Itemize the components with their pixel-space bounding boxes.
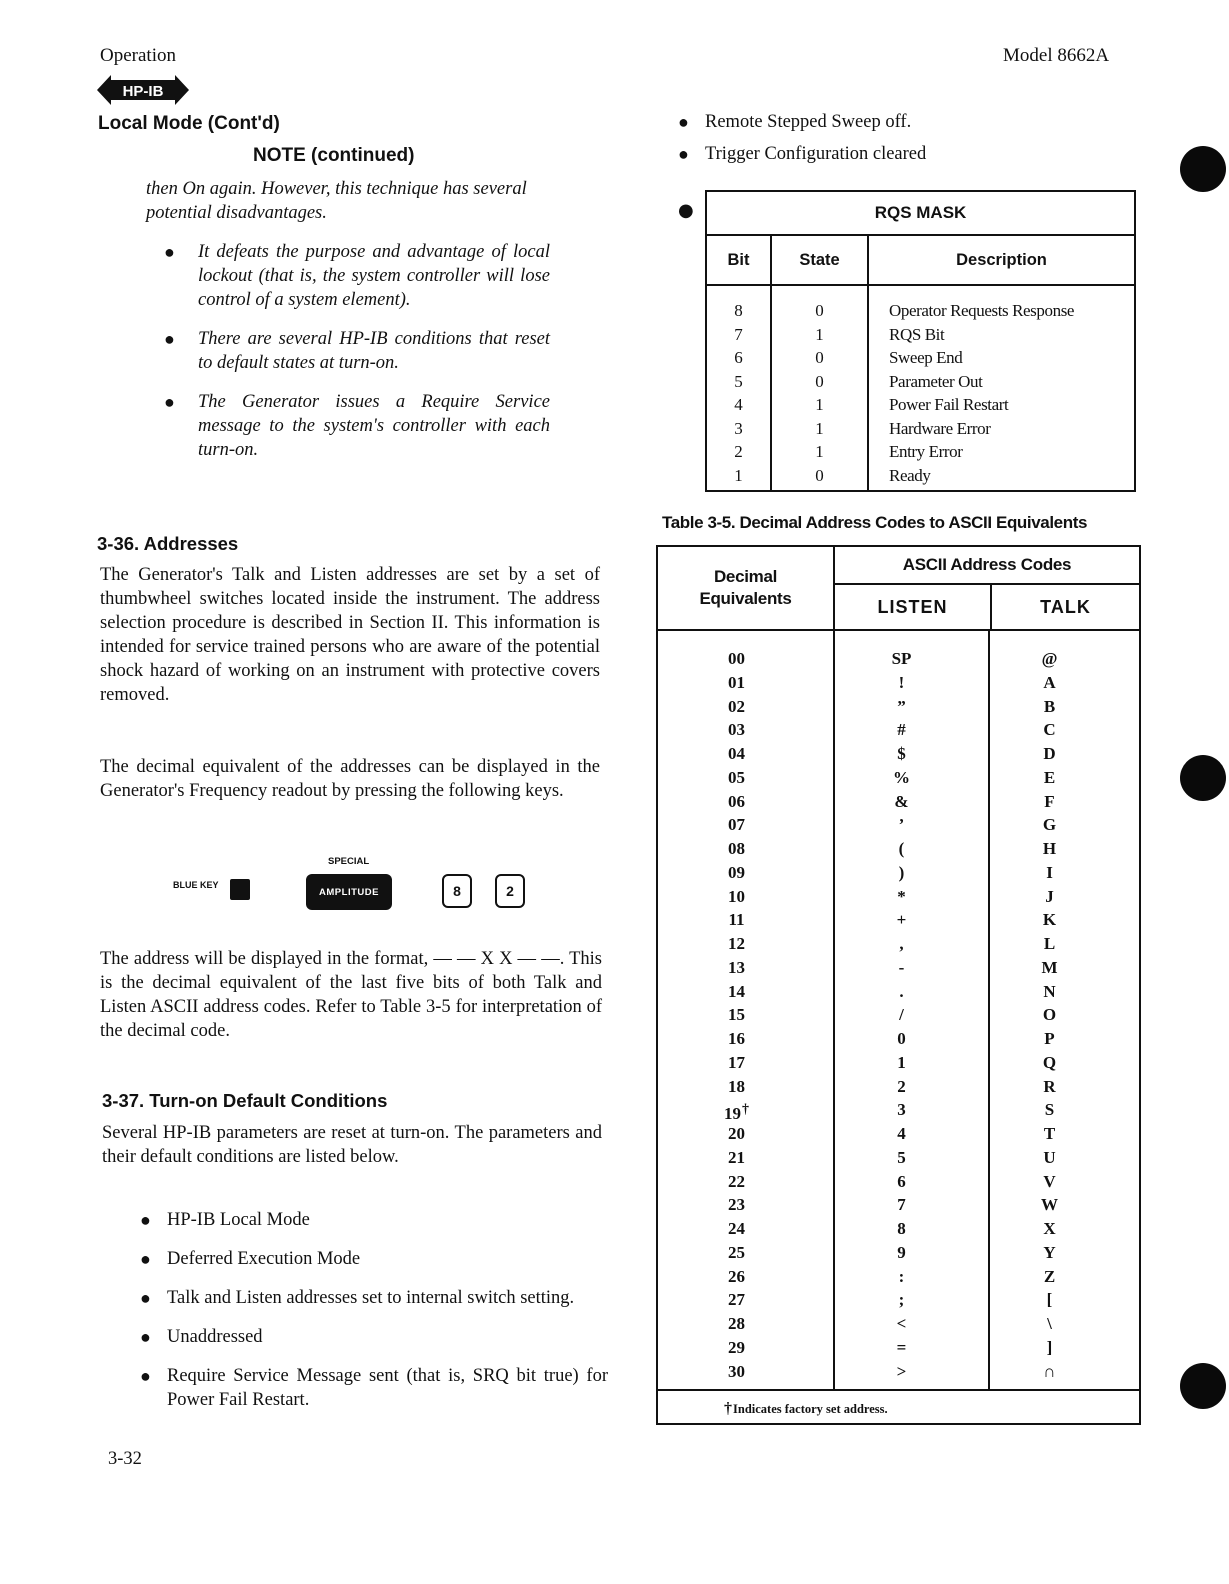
table-cell: 19†: [724, 1102, 749, 1124]
table-3-5-header: [658, 547, 1139, 631]
table-cell: Y: [1043, 1242, 1056, 1262]
talk-column: [988, 631, 1139, 1389]
blue-key-icon: [230, 879, 250, 900]
note-item: ● The Generator issues a Require Service message to the system's controller with each turn-on.: [164, 392, 550, 460]
table-cell: 00: [728, 649, 745, 668]
table-cell: 7: [734, 324, 743, 344]
decimal-column: [658, 631, 833, 1389]
table-cell: 21: [728, 1147, 745, 1167]
table-cell: 1: [815, 418, 824, 438]
table-cell: 06: [728, 791, 745, 811]
table-cell: F: [1044, 791, 1055, 811]
rqs-mask-header: [707, 236, 1134, 286]
bit-column: [707, 286, 770, 490]
bullet-icon: ●: [140, 1366, 151, 1386]
table-cell: N: [1043, 981, 1056, 1001]
table-cell: ”: [897, 696, 906, 716]
table-cell: 10: [728, 886, 745, 906]
table-cell: K: [1042, 910, 1057, 930]
table-cell: Power Fail Restart: [889, 395, 1009, 414]
note-title: NOTE (continued): [253, 145, 415, 166]
table-cell: X: [1043, 1219, 1056, 1238]
table-cell: 08: [728, 839, 745, 858]
table-cell: \: [1047, 1314, 1052, 1333]
table-cell: >: [896, 1361, 907, 1381]
table-cell: 13: [728, 957, 745, 977]
table-cell: A: [1043, 672, 1056, 692]
table-cell: R: [1043, 1076, 1056, 1096]
list-item: ● Trigger Configuration cleared: [678, 144, 927, 164]
table-cell: 4: [897, 1124, 906, 1143]
table-cell: /: [899, 1005, 904, 1025]
table-cell: 0: [815, 301, 824, 320]
table-cell: -: [898, 957, 905, 977]
table-cell: 01: [728, 672, 745, 692]
table-cell: 15: [728, 1005, 745, 1025]
table-cell: 18: [728, 1076, 745, 1096]
table-cell: G: [1042, 815, 1057, 835]
bullet-icon: ●: [678, 112, 689, 132]
table-cell: 03: [728, 720, 745, 740]
key-sequence-diagram: [170, 852, 550, 912]
key-2-icon: 2: [495, 874, 525, 908]
table-cell: U: [1043, 1147, 1056, 1167]
table-cell: I: [1046, 862, 1053, 882]
table-cell: 6: [897, 1171, 906, 1191]
table-cell: 8: [897, 1219, 906, 1238]
key-8-icon: 8: [442, 874, 472, 908]
table-cell: $: [897, 744, 906, 763]
rqs-mask-body: [707, 286, 1134, 490]
table-cell: ’: [898, 815, 905, 835]
column-header-talk: TALK: [990, 585, 1139, 629]
table-cell: 26: [728, 1266, 745, 1286]
table-cell: Z: [1043, 1266, 1056, 1286]
table-cell: C: [1043, 720, 1056, 740]
table-cell: 09: [728, 862, 745, 882]
model-header: Model 8662A: [1003, 45, 1110, 66]
table-cell: 3: [734, 418, 743, 438]
note-list: [160, 240, 550, 477]
table-cell: 6: [734, 348, 743, 367]
table-cell: 3: [897, 1100, 906, 1120]
section-heading-3-37: 3-37. Turn-on Default Conditions: [102, 1090, 388, 1111]
hp-ib-badge: [97, 75, 189, 105]
table-cell: H: [1042, 839, 1057, 858]
addresses-paragraph-1: The Generator's Talk and Listen addresses are set by a set of thumbwheel switches located inside the instrument. The address selection procedure is described in Section II. This information is intended for service trained persons who are aware of the potential shock hazard of working on an instrument with protective covers removed.: [100, 565, 600, 705]
listen-column: [833, 631, 988, 1389]
table-cell: 1: [897, 1052, 906, 1072]
table-cell: 07: [728, 815, 745, 835]
rqs-mask-title: RQS MASK: [707, 192, 1134, 236]
table-cell: Entry Error: [889, 442, 963, 461]
table-cell: W: [1041, 1195, 1058, 1215]
note-item: ● There are several HP-IB conditions that reset to default states at turn-on.: [164, 329, 550, 373]
column-header-listen: LISTEN: [877, 596, 948, 617]
addresses-paragraph-2: The decimal equivalent of the addresses can be displayed in the Generator's Frequency readout by pressing the following keys.: [100, 757, 600, 801]
table-cell: 17: [728, 1052, 745, 1072]
table-cell: 2: [734, 442, 743, 461]
table-cell: 0: [897, 1029, 906, 1048]
column-header-bit: Bit: [727, 250, 750, 269]
table-cell: 23: [728, 1195, 745, 1215]
amplitude-key-icon: AMPLITUDE: [306, 874, 392, 910]
page-number: 3-32: [108, 1449, 142, 1469]
table-footnote: † Indicates factory set address.: [724, 1400, 888, 1417]
table-cell: =: [896, 1337, 907, 1357]
table-cell: Ready: [889, 465, 931, 485]
table-cell: 05: [728, 767, 745, 787]
table-cell: 04: [728, 744, 745, 763]
table-cell: 16: [728, 1029, 745, 1048]
svg-text:HP-IB: HP-IB: [122, 83, 164, 100]
table-cell: ,: [899, 934, 904, 953]
default-conditions-list: [138, 1208, 608, 1427]
column-group-ascii: [833, 547, 1139, 629]
table-cell: RQS Bit: [889, 324, 945, 344]
table-cell: L: [1043, 934, 1056, 953]
table-cell: 11: [728, 910, 745, 930]
table-cell: 30: [728, 1361, 745, 1381]
table-cell: Q: [1042, 1052, 1057, 1072]
column-header-decimal: Decimal Equivalents: [699, 567, 792, 608]
column-header-state: State: [770, 236, 867, 284]
table-cell: 0: [815, 465, 824, 485]
bullet-icon: ●: [164, 329, 175, 349]
table-cell: S: [1044, 1100, 1055, 1120]
table-cell: *: [897, 886, 906, 906]
bullet-icon: ●: [678, 144, 689, 164]
note-item: ● It defeats the purpose and advantage of local lockout (that is, the system controller will lose control of a system element).: [164, 242, 550, 310]
table-3-5: [656, 545, 1141, 1425]
table-cell: 1: [734, 465, 743, 485]
table-cell: Operator Requests Response: [889, 301, 1075, 320]
table-cell: Sweep End: [889, 348, 963, 367]
blue-key-label: BLUE KEY: [173, 880, 219, 890]
table-cell: @: [1041, 649, 1058, 668]
table-cell: 5: [897, 1147, 906, 1167]
table-cell: O: [1042, 1005, 1057, 1025]
subsection-title: Local Mode (Cont'd): [98, 113, 280, 134]
table-cell: 7: [897, 1195, 906, 1215]
table-cell: 0: [815, 348, 824, 367]
table-3-5-body: [658, 631, 1139, 1391]
table-cell: [: [1046, 1290, 1053, 1310]
list-item: ● Deferred Execution Mode: [140, 1249, 361, 1269]
special-label: SPECIAL: [328, 856, 370, 867]
bullet-icon: ●: [678, 200, 694, 221]
section-heading-3-36: 3-36. Addresses: [97, 533, 239, 554]
description-column: [867, 286, 1134, 490]
table-cell: 8: [734, 301, 743, 320]
addresses-paragraph-3: The address will be displayed in the format, — — X X — —. This is the decimal equivalent of the last five bits of both Talk and Listen ASCII address codes. Refer to Table 3-5 for interpretation of the decimal code.: [100, 949, 602, 1041]
table-cell: V: [1043, 1171, 1056, 1191]
state-column: [770, 286, 867, 490]
table-cell: +: [896, 910, 907, 930]
list-item: ● Talk and Listen addresses set to internal switch setting.: [140, 1288, 575, 1308]
list-item: ● Remote Stepped Sweep off.: [678, 112, 912, 132]
table-cell: 9: [897, 1242, 906, 1262]
list-item: ● Unaddressed: [140, 1327, 263, 1347]
table-cell: 12: [728, 934, 745, 953]
table-cell: 22: [728, 1171, 745, 1191]
table-cell: 1: [815, 324, 824, 344]
table-cell: E: [1043, 767, 1056, 787]
table-cell: 5: [734, 371, 743, 391]
table-3-5-caption: Table 3-5. Decimal Address Codes to ASCII Equivalents: [662, 513, 1088, 532]
column-group-title: ASCII Address Codes: [835, 547, 1139, 585]
table-cell: 0: [815, 371, 824, 391]
table-cell: D: [1043, 744, 1056, 763]
table-cell: 24: [728, 1219, 745, 1238]
table-cell: 1: [815, 395, 824, 414]
list-item: ● Require Service Message sent (that is, SRQ bit true) for Power Fail Restart.: [140, 1366, 608, 1410]
dagger-icon: †: [724, 1400, 732, 1417]
table-cell: SP: [891, 649, 912, 668]
table-cell: 1: [815, 442, 824, 461]
table-cell: 4: [734, 395, 743, 414]
hole-punch-icon: [1180, 755, 1226, 801]
table-cell: Parameter Out: [889, 371, 983, 391]
table-cell: ;: [898, 1290, 905, 1310]
table-cell: 02: [728, 696, 745, 716]
table-cell: 2: [897, 1076, 906, 1096]
bullet-icon: ●: [140, 1327, 151, 1347]
table-cell: 20: [728, 1124, 745, 1143]
table-cell: %: [893, 767, 910, 787]
list-item: ● HP-IB Local Mode: [140, 1210, 310, 1230]
bullet-icon: ●: [140, 1210, 151, 1230]
table-cell: !: [898, 672, 905, 692]
bullet-icon: ●: [140, 1249, 151, 1269]
bullet-icon: ●: [140, 1288, 151, 1308]
hole-punch-icon: [1180, 146, 1226, 192]
table-cell: ∩: [1043, 1361, 1056, 1381]
table-cell: &: [894, 791, 909, 811]
table-cell: #: [897, 720, 906, 740]
table-cell: ): [898, 862, 905, 882]
table-cell: ]: [1046, 1337, 1053, 1357]
bullet-icon: ●: [164, 242, 175, 262]
table-cell: J: [1045, 886, 1054, 906]
table-cell: 25: [728, 1242, 745, 1262]
double-arrow-icon: [97, 75, 189, 105]
table-cell: :: [898, 1266, 905, 1286]
table-cell: M: [1041, 957, 1058, 977]
default-conditions-list-continued: [676, 110, 1136, 174]
bullet-icon: ●: [164, 392, 175, 412]
table-cell: B: [1043, 696, 1056, 716]
table-cell: (: [898, 839, 905, 858]
table-cell: 27: [728, 1290, 745, 1310]
rqs-mask-table: [705, 190, 1136, 492]
dagger-icon: †: [742, 1102, 749, 1118]
hole-punch-icon: [1180, 1363, 1226, 1409]
table-cell: 14: [728, 981, 745, 1001]
note-intro: then On again. However, this technique has several potential disadvantages.: [146, 179, 527, 223]
table-cell: .: [899, 981, 904, 1001]
table-cell: 29: [728, 1337, 745, 1357]
table-cell: 28: [728, 1314, 745, 1333]
table-cell: <: [896, 1314, 907, 1333]
table-cell: P: [1044, 1029, 1055, 1048]
section-header: Operation: [100, 45, 176, 66]
turn-on-paragraph: Several HP-IB parameters are reset at turn-on. The parameters and their default conditions are listed below.: [102, 1123, 602, 1167]
column-header-description: Description: [867, 236, 1134, 284]
table-cell: T: [1043, 1124, 1056, 1143]
table-cell: Hardware Error: [889, 418, 991, 438]
